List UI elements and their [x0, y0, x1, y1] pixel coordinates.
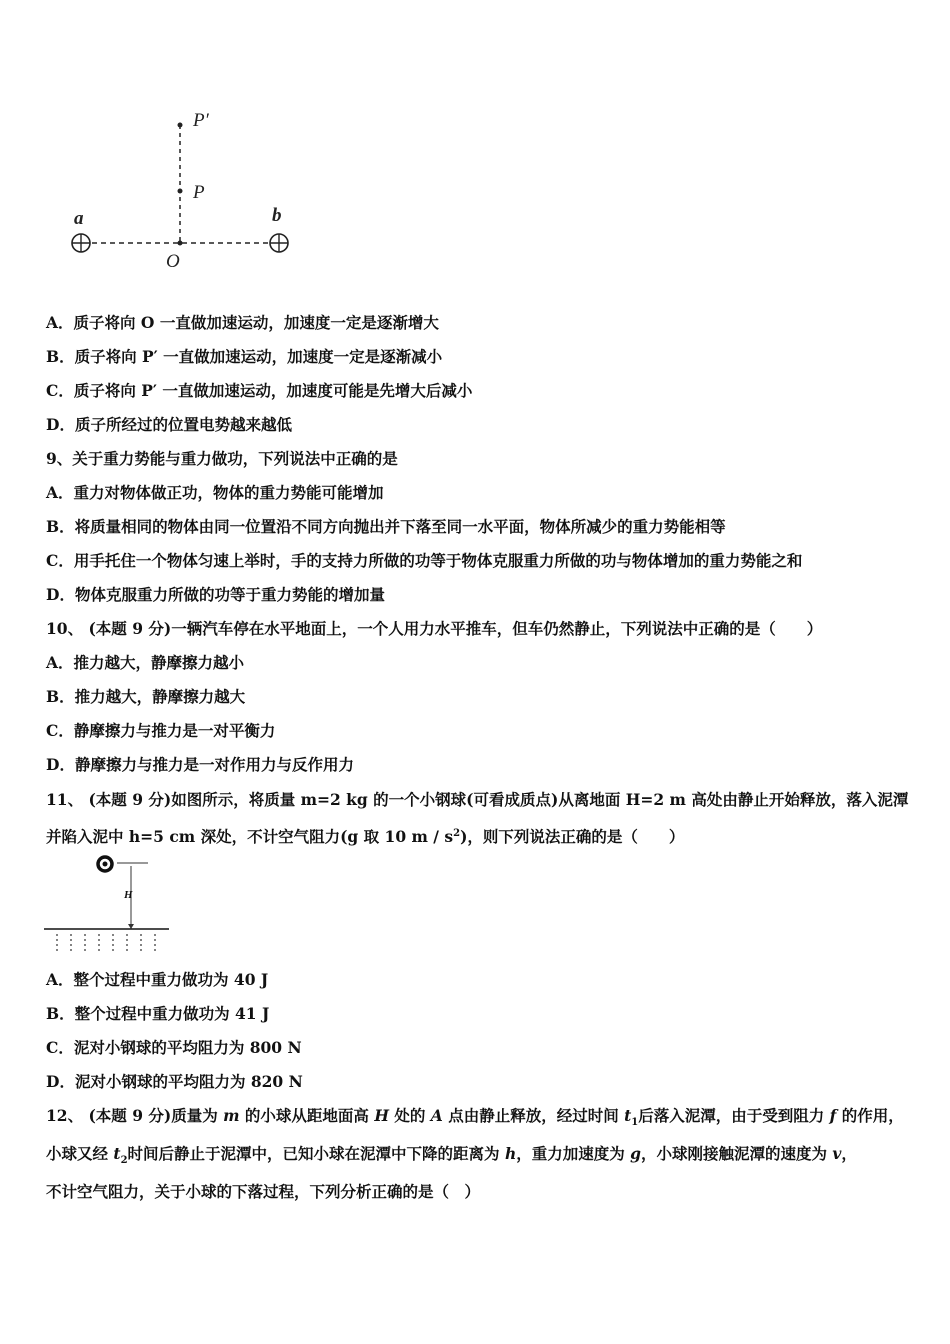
q11-option-d[interactable]: D．泥对小钢球的平均阻力为 820 N: [46, 1072, 303, 1091]
q12-stem-line1: 12、 (本题 9 分)质量为 m 的小球从距地面高 H 处的 A 点由静止释放，经过时间 $t_1$后落入泥潭，由于受到阻力 f 的作用，: [46, 1106, 904, 1129]
q8-option-b[interactable]: B．质子将向 P′ 一直做加速运动，加速度一定是逐渐减小: [46, 347, 443, 366]
q10-option-b[interactable]: B．推力越大，静摩擦力越大: [46, 687, 246, 706]
charge-diagram: [60, 100, 310, 275]
q9-stem: 9、关于重力势能与重力做功，下列说法中正确的是: [46, 449, 398, 468]
q8-option-d[interactable]: D．质子所经过的位置电势越来越低: [46, 415, 292, 434]
q10-stem: 10、 (本题 9 分)一辆汽车停在水平地面上，一个人用力水平推车，但车仍然静止，下列说法中正确的是（ ）: [46, 619, 823, 638]
q9-option-a[interactable]: A．重力对物体做正功，物体的重力势能可能增加: [46, 483, 384, 502]
label-h: H: [124, 889, 133, 901]
label-o: O: [166, 251, 180, 272]
label-b: b: [272, 205, 282, 226]
label-p: P: [193, 182, 205, 203]
charge-a-icon: [72, 234, 90, 252]
q12-stem-line2: 小球又经 $t_2$时间后静止于泥潭中，已知小球在泥潭中下降的距离为 h，重力加速度为 g，小球刚接触泥潭的速度为 v，: [46, 1144, 857, 1167]
ball-drop-diagram: [44, 852, 174, 957]
q10-option-c[interactable]: C．静摩擦力与推力是一对平衡力: [46, 721, 276, 740]
q9-option-c[interactable]: C．用手托住一个物体匀速上举时，手的支持力所做的功等于物体克服重力所做的功与物体增加的重力势能之和: [46, 551, 803, 570]
q12-stem-line3: 不计空气阻力，关于小球的下落过程，下列分析正确的是（ ）: [46, 1182, 481, 1201]
steel-ball-icon: [98, 857, 112, 871]
q10-option-a[interactable]: A．推力越大，静摩擦力越小: [46, 653, 245, 672]
q10-option-d[interactable]: D．静摩擦力与推力是一对作用力与反作用力: [46, 755, 354, 774]
label-p-prime: P′: [193, 110, 209, 131]
q9-option-b[interactable]: B．将质量相同的物体由同一位置沿不同方向抛出并下落至同一水平面，物体所减少的重力势能相等: [46, 517, 726, 536]
q11-stem-line1: 11、 (本题 9 分)如图所示，将质量 m=2 kg 的一个小钢球(可看成质点)从离地面 H=2 m 高处由静止开始释放，落入泥潭: [46, 790, 909, 809]
q8-option-c[interactable]: C．质子将向 P′ 一直做加速运动，加速度可能是先增大后减小: [46, 381, 473, 400]
charge-b-icon: [270, 234, 288, 252]
q11-stem-line2: 并陷入泥中 h=5 cm 深处，不计空气阻力(g 取 10 m / $s^2$)，则下列说法正确的是（ ）: [46, 827, 685, 846]
q11-option-c[interactable]: C．泥对小钢球的平均阻力为 800 N: [46, 1038, 302, 1057]
label-a: a: [74, 208, 84, 229]
q8-option-a[interactable]: A．质子将向 O 一直做加速运动，加速度一定是逐渐增大: [46, 313, 439, 332]
mud-pattern: [57, 934, 155, 954]
q9-option-d[interactable]: D．物体克服重力所做的功等于重力势能的增加量: [46, 585, 385, 604]
q11-option-a[interactable]: A．整个过程中重力做功为 40 J: [46, 970, 269, 989]
q11-option-b[interactable]: B．整个过程中重力做功为 41 J: [46, 1004, 270, 1023]
